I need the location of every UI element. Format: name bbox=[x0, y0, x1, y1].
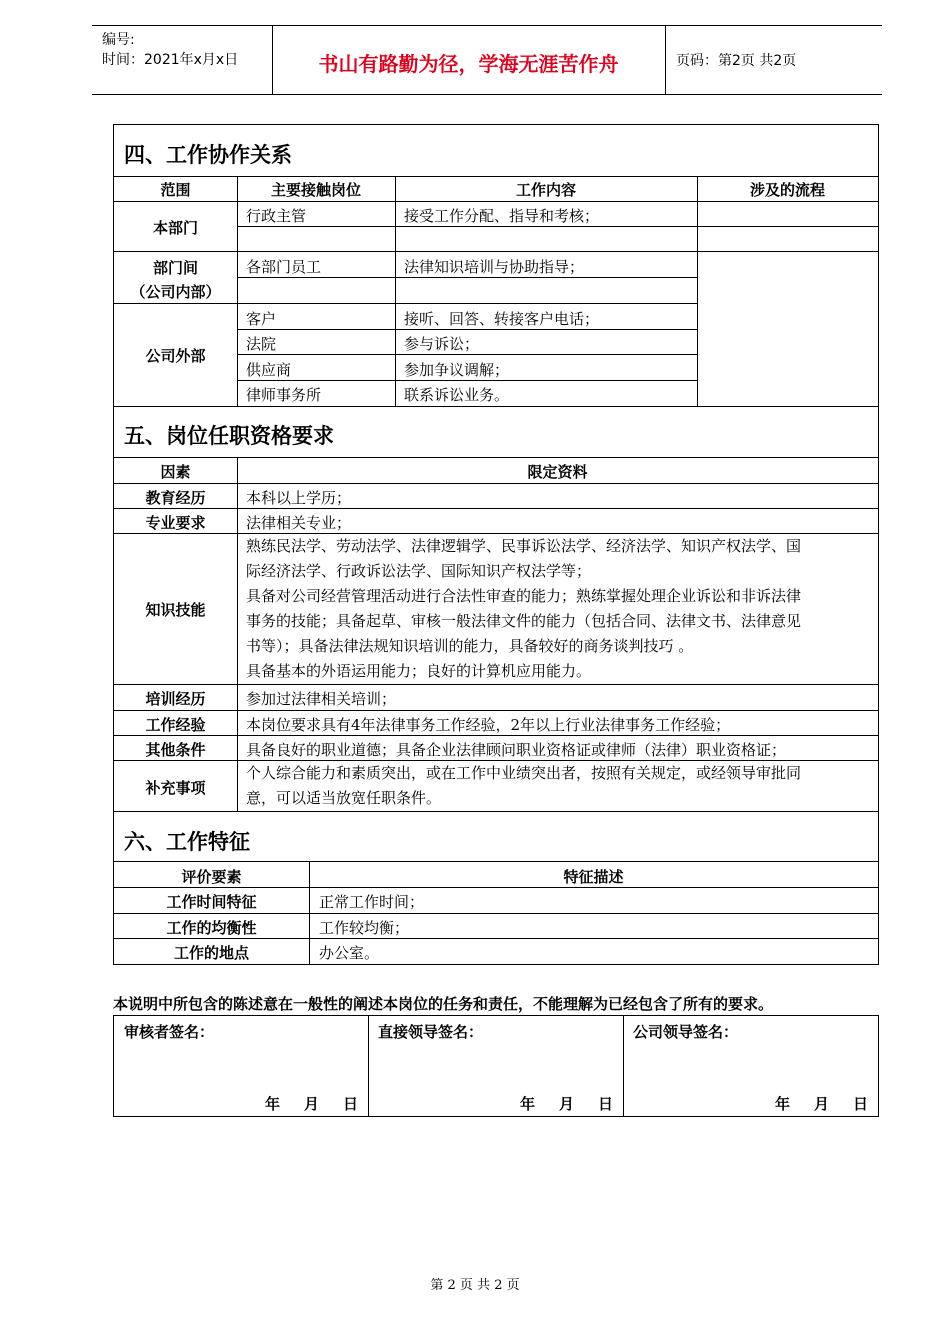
column-header: 涉及的流程 bbox=[749, 181, 825, 199]
page-header bbox=[92, 25, 882, 95]
signature-table bbox=[113, 1015, 879, 1117]
day-label: 日 bbox=[342, 1095, 358, 1113]
column-header: 限定资料 bbox=[527, 463, 588, 481]
factor-description: 正常工作时间； bbox=[319, 893, 425, 911]
factor-label: 教育经历 bbox=[145, 489, 206, 507]
detail-line: 意，可以适当放宽任职条件。 bbox=[246, 789, 442, 807]
year-label: 年 bbox=[774, 1095, 790, 1113]
section-title: 六、工作特征 bbox=[124, 830, 250, 854]
factor-label: 知识技能 bbox=[145, 601, 206, 619]
detail-line: 个人综合能力和素质突出，或在工作中业绩突出者，按照有关规定，或经领导审批同 bbox=[246, 764, 802, 782]
page-footer: 第 2 页 共 2 页 bbox=[430, 1278, 520, 1293]
collaboration-table bbox=[113, 124, 879, 407]
detail-line: 具备基本的外语运用能力；良好的计算机应用能力。 bbox=[246, 662, 592, 680]
contact-post: 供应商 bbox=[246, 361, 292, 379]
contact-post: 客户 bbox=[246, 310, 277, 328]
factor-label: 工作的地点 bbox=[173, 944, 249, 962]
signature-date bbox=[751, 1093, 868, 1114]
work-content: 法律知识培训与协助指导； bbox=[404, 258, 585, 276]
year-label: 年 bbox=[264, 1095, 280, 1113]
factor-label: 专业要求 bbox=[145, 514, 206, 532]
signature-label: 直接领导签名： bbox=[378, 1023, 484, 1041]
factor-detail: 本科以上学历； bbox=[246, 489, 352, 507]
factor-description: 办公室。 bbox=[319, 944, 380, 962]
page-info: 页码：第2页 共2页 bbox=[676, 53, 797, 69]
contact-post: 法院 bbox=[246, 335, 277, 353]
detail-line: 事务的技能；具备起草、审核一般法律文件的能力（包括合同、法律文书、法律意见 bbox=[246, 612, 802, 630]
scope-label: 公司外部 bbox=[145, 347, 206, 365]
motto: 书山有路勤为径，学海无涯苦作舟 bbox=[318, 52, 619, 76]
detail-line: 熟练民法学、劳动法学、法律逻辑学、民事诉讼法学、经济法学、知识产权法学、国 bbox=[246, 537, 802, 555]
signature-cell bbox=[368, 1016, 623, 1116]
column-header: 特征描述 bbox=[563, 868, 624, 886]
work-content: 接受工作分配、指导和考核； bbox=[404, 207, 600, 225]
signature-cell bbox=[623, 1016, 878, 1116]
factor-detail: 参加过法律相关培训； bbox=[246, 690, 397, 708]
factor-label: 工作经验 bbox=[145, 716, 206, 734]
column-header: 因素 bbox=[160, 463, 191, 481]
work-content: 联系诉讼业务。 bbox=[404, 386, 510, 404]
contact-post: 行政主管 bbox=[246, 207, 307, 225]
signature-label: 审核者签名： bbox=[124, 1023, 215, 1041]
month-label: 月 bbox=[303, 1095, 319, 1113]
column-header: 主要接触岗位 bbox=[270, 181, 361, 199]
day-label: 日 bbox=[597, 1095, 613, 1113]
month-label: 月 bbox=[813, 1095, 829, 1113]
factor-label: 补充事项 bbox=[145, 779, 206, 797]
detail-line: 具备对公司经营管理活动进行合法性审查的能力；熟练掌握处理企业诉讼和非诉法律 bbox=[246, 587, 802, 605]
number-label: 编号: bbox=[102, 32, 135, 48]
disclaimer-note: 本说明中所包含的陈述意在一般性的阐述本岗位的任务和责任，不能理解为已经包含了所有的要求。 bbox=[113, 995, 774, 1013]
detail-line: 书等）；具备法律法规知识培训的能力，具备较好的商务谈判技巧 。 bbox=[246, 637, 694, 655]
work-content: 接听、回答、转接客户电话； bbox=[404, 310, 600, 328]
contact-post: 律师事务所 bbox=[246, 386, 322, 404]
detail-line: 际经济法学、行政诉讼法学、国际知识产权法学等； bbox=[246, 562, 592, 580]
year-label: 年 bbox=[519, 1095, 535, 1113]
column-header: 评价要素 bbox=[181, 868, 242, 886]
work-content: 参与诉讼； bbox=[404, 335, 480, 353]
factor-detail: 本岗位要求具有4年法律事务工作经验，2年以上行业法律事务工作经验； bbox=[246, 716, 731, 734]
section-title: 四、工作协作关系 bbox=[124, 143, 292, 167]
scope-label: 部门间 bbox=[152, 259, 198, 277]
day-label: 日 bbox=[852, 1095, 868, 1113]
contact-post: 各部门员工 bbox=[246, 258, 322, 276]
factor-label: 培训经历 bbox=[145, 690, 206, 708]
factor-description: 工作较均衡； bbox=[319, 919, 410, 937]
signature-date bbox=[241, 1093, 358, 1114]
qualification-table bbox=[113, 404, 879, 812]
factor-detail bbox=[246, 534, 874, 684]
month-label: 月 bbox=[558, 1095, 574, 1113]
signature-cell bbox=[114, 1016, 368, 1116]
time-label: 时间：2021年x月x日 bbox=[102, 52, 239, 68]
work-characteristics-table bbox=[113, 810, 879, 965]
scope-label: 本部门 bbox=[152, 219, 198, 237]
column-header: 范围 bbox=[160, 181, 191, 199]
column-header: 工作内容 bbox=[515, 181, 576, 199]
factor-detail: 法律相关专业； bbox=[246, 514, 352, 532]
header-meta bbox=[102, 30, 238, 70]
signature-date bbox=[496, 1093, 613, 1114]
factor-label: 其他条件 bbox=[145, 741, 206, 759]
scope-label: （公司内部） bbox=[130, 283, 221, 301]
factor-label: 工作的均衡性 bbox=[166, 919, 257, 937]
signature-label: 公司领导签名： bbox=[633, 1023, 739, 1041]
header-divider bbox=[665, 26, 666, 94]
work-content: 参加争议调解； bbox=[404, 361, 510, 379]
factor-detail: 具备良好的职业道德；具备企业法律顾问职业资格证或律师（法律）职业资格证； bbox=[246, 741, 787, 759]
section-title: 五、岗位任职资格要求 bbox=[124, 424, 334, 448]
factor-label: 工作时间特征 bbox=[166, 893, 257, 911]
factor-detail bbox=[246, 761, 874, 811]
